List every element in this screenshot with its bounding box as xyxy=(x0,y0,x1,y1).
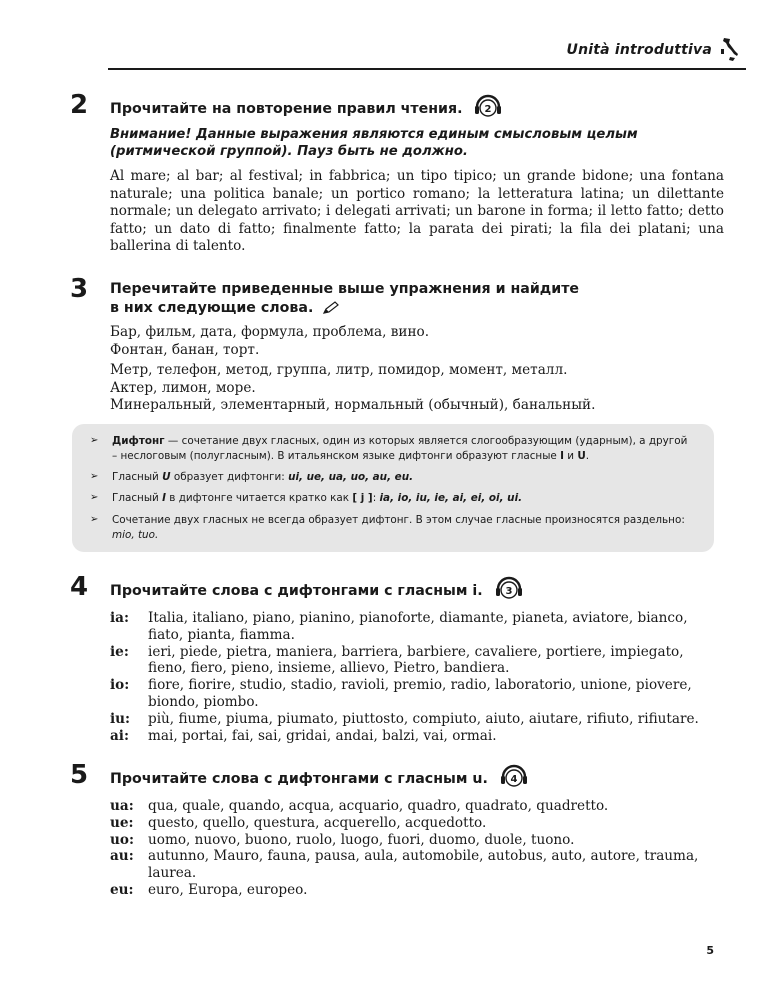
attention-note: Внимание! Данные выражения являются единым смысловым целым (ритмической группой). Пауз быть не должно. xyxy=(110,127,638,159)
diphthong-label: au: xyxy=(110,848,134,865)
diphthong-label: eu: xyxy=(110,881,134,898)
letter: I xyxy=(560,449,564,462)
exercise-2 xyxy=(70,90,724,256)
exercise-number: 2 xyxy=(70,90,89,120)
sound: [ j ] xyxy=(352,492,373,504)
diphthong-word-list xyxy=(110,798,724,899)
letter: I xyxy=(162,492,166,504)
letter: U xyxy=(162,471,171,483)
exercise-title xyxy=(110,280,724,318)
word-line: Минеральный, элементарный, нормальный (обычный), банальный. xyxy=(110,397,596,414)
exercise-3 xyxy=(70,274,724,415)
page-number: 5 xyxy=(706,944,714,957)
audio-track-number: 2 xyxy=(484,104,492,115)
examples: mio, tuo. xyxy=(112,528,159,541)
diphthong-words: uomo, nuovo, buono, ruolo, luogo, fuori, duomo, duole, tuono. xyxy=(148,831,575,848)
exercise-title-text: Прочитайте слова с дифтонгами с гласным u. xyxy=(110,771,488,787)
diphthong-row xyxy=(110,815,724,832)
rule-item xyxy=(90,470,694,485)
exercise-title-text: Прочитайте слова с дифтонгами с гласным i. xyxy=(110,583,483,599)
term: Дифтонг xyxy=(112,435,165,447)
rule-item xyxy=(90,513,694,542)
diphthong-label: ue: xyxy=(110,814,134,831)
diphthong-words: più, fiume, piuma, piumato, piuttosto, compiuto, aiuto, aiutare, rifiuto, rifiutare. xyxy=(148,710,699,727)
audio-track-number: 4 xyxy=(510,774,518,785)
audio-disc-icon[interactable] xyxy=(494,575,524,601)
rule-text: Сочетание двух гласных не всегда образует дифтонг. В этом случае гласные произносятся раздельно: xyxy=(112,514,685,526)
word-line: Метр, телефон, метод, группа, литр, помидор, момент, металл. xyxy=(110,362,568,379)
diphthong-word-list xyxy=(110,610,724,744)
exercise-4 xyxy=(70,572,724,744)
word-line: Бар, фильм, дата, формула, проблема, вино. xyxy=(110,324,430,340)
rule-item xyxy=(90,434,694,463)
diphthong-label: io: xyxy=(110,677,130,694)
diphthong-label: iu: xyxy=(110,710,131,727)
diphthong-row xyxy=(110,711,724,728)
audio-disc-icon[interactable] xyxy=(499,763,529,789)
word-line: Актер, лимон, море. xyxy=(110,379,256,396)
diphthong-words: autunno, Mauro, fauna, pausa, aula, automobile, autobus, auto, autore, trauma, laurea. xyxy=(148,848,699,882)
diphthong-words: mai, portai, fai, sai, gridai, andai, balzi, vai, ormai. xyxy=(148,727,497,744)
diphthong-rules-box xyxy=(72,424,714,552)
exercise-title xyxy=(110,766,724,792)
diphthong-words: qua, quale, quando, acqua, acquario, quadro, quadrato, quadretto. xyxy=(148,798,609,814)
exercise-number: 5 xyxy=(70,760,89,790)
exercise-title-line: в них следующие слова. xyxy=(110,300,314,316)
rule-item xyxy=(90,491,694,506)
diphthong-row xyxy=(110,798,724,815)
rule-text: образует дифтонги: xyxy=(170,471,289,483)
bullet-arrow-icon: ➢ xyxy=(90,514,99,525)
audio-track-number: 3 xyxy=(505,586,513,597)
exercise-number: 3 xyxy=(70,274,89,304)
diphthong-row xyxy=(110,728,724,745)
audio-disc-icon[interactable] xyxy=(473,93,503,119)
letter: U xyxy=(577,449,586,462)
examples: ia, io, iu, ie, ai, ei, oi, ui. xyxy=(379,492,523,504)
diphthong-words: euro, Europa, europeo. xyxy=(148,881,308,898)
diphthong-label: ie: xyxy=(110,643,129,660)
rule-text: — сочетание двух гласных, один из которых является слогообразующим (ударным), а другой – неслоговым (полугласным). В итальянском языке дифтонги образуют гласные xyxy=(112,435,688,462)
diphthong-words: fiore, fiorire, studio, stadio, ravioli, premio, radio, laboratorio, unione, piovere, biondo, piombo. xyxy=(148,677,692,710)
exercise-title-text: Прочитайте на повторение правил чтения. xyxy=(110,101,463,117)
diphthong-row xyxy=(110,832,724,849)
diphthong-words: questo, quello, questura, acquerello, acquedotto. xyxy=(148,814,487,831)
exercise-number: 4 xyxy=(70,572,89,602)
rule-text: Гласный xyxy=(112,492,163,504)
page-header xyxy=(108,34,746,70)
diphthong-label: ai: xyxy=(110,727,129,744)
diphthong-row xyxy=(110,644,724,678)
diphthong-label: ia: xyxy=(110,610,129,626)
rule-text: . xyxy=(585,449,590,462)
exercise-5 xyxy=(70,760,724,899)
diphthong-row xyxy=(110,610,724,644)
word-lines xyxy=(110,324,724,415)
bullet-arrow-icon: ➢ xyxy=(90,471,99,482)
rule-text: Гласный xyxy=(112,471,163,483)
exercise-title-line: Перечитайте приведенные выше упражнения и найдите xyxy=(110,281,580,297)
bullet-arrow-icon: ➢ xyxy=(90,492,99,503)
exercise-title xyxy=(110,96,724,122)
diphthong-row xyxy=(110,848,724,882)
word-line: Фонтан, банан, торт. xyxy=(110,341,260,358)
rule-text: в дифтонге читается кратко как xyxy=(166,492,353,504)
diphthong-row xyxy=(110,677,724,711)
pencil-icon xyxy=(322,301,340,315)
rule-text: и xyxy=(564,449,578,462)
diphthong-label: ua: xyxy=(110,798,134,814)
examples: ui, ue, ua, uo, au, eu. xyxy=(288,471,414,483)
italy-map-icon xyxy=(716,36,742,66)
bullet-arrow-icon: ➢ xyxy=(90,435,99,446)
reading-text: Al mare; al bar; al festival; in fabbrica; un tipo tipico; un grande bidone; una fontana naturale; una politica banale; un portico romano; la letteratura latina; un dilettante normale; un delegato arrivato; i delegati arrivati; un barone in forma; il letto fatto; detto fatto; un dato di fatto; finalmente fatto; la parata dei pirati; la fila dei platani; una ballerina di talento. xyxy=(110,168,724,255)
diphthong-words: Italia, italiano, piano, pianino, pianoforte, diamante, pianeta, aviatore, bianco, fiato, pianta, fiamma. xyxy=(148,610,688,643)
diphthong-row xyxy=(110,882,724,899)
header-title: Unità introduttiva xyxy=(566,42,712,58)
rule-text: : xyxy=(372,492,380,504)
diphthong-words: ieri, piede, pietra, maniera, barriera, barbiere, cavaliere, portiere, impiegato, fieno, fiero, pieno, insieme, allievo, Pietro, bandiera. xyxy=(148,643,684,677)
exercise-title xyxy=(110,578,724,604)
diphthong-label: uo: xyxy=(110,831,134,848)
